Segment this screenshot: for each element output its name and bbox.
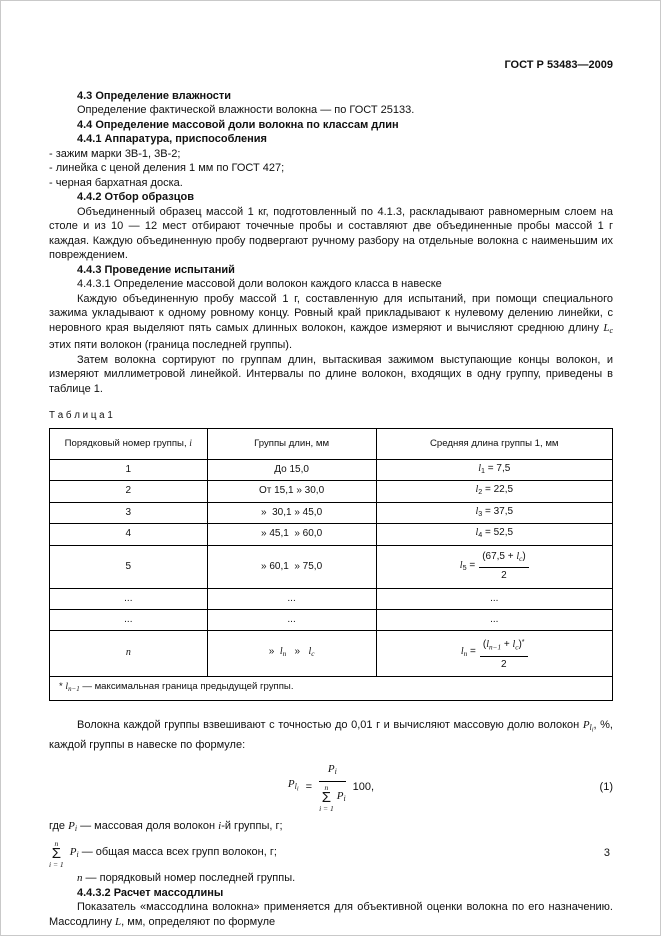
section-heading-4-4-3: 4.4.3 Проведение испытаний	[77, 263, 235, 276]
table-row-ellipsis-1	[50, 588, 613, 609]
section-heading-4-4-2: 4.4.2 Отбор образцов	[77, 191, 194, 203]
table-row-5	[50, 545, 613, 588]
section-heading-4-4-3-1: 4.4.3.1 Определение массовой доли волокон каждого класса в навеске	[77, 278, 442, 290]
page-content	[49, 58, 613, 929]
fraction	[480, 635, 528, 672]
paragraph-4-4-2: Объединенный образец массой 1 кг, подготовленный по 4.1.3, раскладывают равномерным слоем на столе и из 10 — 12 мест отбирают точечные пробы и составляют две объединенные пробы массой 1 г каждая. Каждую объединенную пробу подвергают ручному разбору на отдельные волокна с наименьшим их повреждением.	[49, 205, 613, 261]
fraction-denominator: 2	[501, 570, 507, 582]
cell-average-length: $l_1 = 7,5$	[376, 459, 612, 481]
table-row-ellipsis-2	[50, 609, 613, 630]
doc-number: ГОСТ Р 53483—2009	[504, 59, 613, 71]
cell-group-number: 1	[50, 459, 208, 481]
sum-symbol: n Σ i = 1	[319, 782, 334, 813]
section-heading-4-4: 4.4 Определение массовой доли волокна по классам длин	[77, 118, 399, 131]
cell-average-length	[376, 545, 612, 588]
formula-lhs: $l_5$ =	[459, 559, 476, 572]
paragraph-4-4-3-2: Показатель «массодлина волокна» применяется для объективной оценки волокна по его назначению. Массодлину L, мм, определяют по формуле	[49, 901, 613, 928]
cell-length-range: До 15,0	[207, 459, 376, 481]
cell-length-range: ...	[207, 588, 376, 609]
cell-average-length: $l_2 = 22,5$	[376, 481, 612, 503]
cell-length-range: ...	[207, 609, 376, 630]
cell-group-number: 3	[50, 502, 208, 524]
table-footnote-row	[50, 677, 613, 701]
column-header-average-length: Средняя длина группы 1, мм	[376, 428, 612, 459]
table-header-row	[50, 428, 613, 459]
table-row-2	[50, 481, 613, 503]
paragraph-4-3: Определение фактической влажности волокна — по ГОСТ 25133.	[77, 104, 415, 116]
section-heading-4-4-1: 4.4.1 Аппаратура, приспособления	[77, 133, 267, 145]
fraction-denominator: n Σ i = 1 $P_i$	[319, 782, 346, 813]
table-row-1	[50, 459, 613, 481]
cell-average-length: $l_4 = 52,5$	[376, 524, 612, 546]
page-number: 3	[603, 847, 610, 859]
column-header-length-groups: Группы длин, мм	[207, 428, 376, 459]
equation-number: (1)	[599, 780, 613, 793]
cell-length-range: » $l_n$ » $l_c$	[207, 630, 376, 676]
cell-average-length: ...	[376, 609, 612, 630]
table-1	[49, 428, 613, 702]
cell-group-number: ...	[50, 609, 208, 630]
cell-average-length	[376, 630, 612, 676]
gde-line-2: n Σ i = 1 $P_i$ — общая масса всех групп волокон, г;	[49, 838, 277, 869]
cell-length-range: » 60,1 » 75,0	[207, 545, 376, 588]
fraction-numerator: $P_i$	[319, 762, 346, 782]
sum-symbol: n Σ i = 1	[49, 838, 64, 869]
table-row-3	[50, 502, 613, 524]
cell-group-number: 2	[50, 481, 208, 503]
fraction	[319, 762, 346, 812]
fraction-numerator: $(67,5 + l_c)$	[479, 550, 529, 569]
table-row-n	[50, 630, 613, 676]
column-header-group-number: Порядковый номер группы, i	[50, 428, 208, 459]
paragraph-4-4-3-1-a: Каждую объединенную пробу массой 1 г, составленную для испытаний, при помощи специального зажима укладывают к одному ровному концу. Ровный край прикладывают к нулевому делению линейки, с неровного края выделяют пять самых длинных волокон, каждое измеряют и вычисляют среднюю длину $L_c$ этих пяти волокон (граница последней группы).	[49, 292, 613, 352]
formula-1	[49, 762, 613, 812]
cell-group-number: ...	[50, 588, 208, 609]
list-item-clamp: - зажим марки 3В-1, 3В-2;	[49, 147, 181, 160]
cell-length-range: » 45,1 » 60,0	[207, 524, 376, 546]
formula-lhs: $P_{li}$	[287, 778, 299, 793]
table-footnote: * $l_{n-1}$ — максимальная граница предыдущей группы.	[50, 677, 613, 701]
cell-length-range: От 15,1 » 30,0	[207, 481, 376, 503]
formula-lhs: $l_n$ =	[460, 646, 476, 659]
formula-factor: 100,	[352, 780, 375, 793]
paragraph-4-4-3-1-b: Затем волокна сортируют по группам длин, вытаскивая зажимом выступающие концы волокон, и измеряют миллиметровой линейкой. Интервалы по длине волокон, входящих в одну группу, приведены в таблице 1.	[49, 353, 613, 395]
section-heading-4-3: 4.3 Определение влажности	[77, 89, 232, 102]
cell-group-number: 4	[50, 524, 208, 546]
table-row-4	[50, 524, 613, 546]
cell-group-number: n	[50, 630, 208, 676]
cell-average-length: ...	[376, 588, 612, 609]
cell-group-number: 5	[50, 545, 208, 588]
paragraph-weighing: Волокна каждой группы взвешивают с точностью до 0,01 г и вычисляют массовую долю волокон $P_{li}$, %, каждой группы в навеске по формуле:	[49, 719, 613, 752]
list-item-board: - черная бархатная доска.	[49, 176, 183, 189]
fraction	[479, 550, 529, 584]
table-caption: Т а б л и ц а 1	[49, 410, 113, 422]
section-heading-4-4-3-2: 4.4.3.2 Расчет массодлины	[77, 886, 224, 899]
sigma-icon: Σ	[321, 789, 332, 807]
gde-line-1: где $P_i$ — массовая доля волокон i-й группы, г;	[49, 820, 283, 834]
cell-length-range: » 30,1 » 45,0	[207, 502, 376, 524]
list-item-ruler: - линейка с ценой деления 1 мм по ГОСТ 427;	[49, 162, 285, 174]
equals-sign: =	[305, 780, 313, 793]
sigma-icon: Σ	[51, 845, 61, 863]
fraction-numerator: $(l_{n-1} + l_c)^*$	[480, 635, 528, 657]
gde-line-3: n — порядковый номер последней группы.	[77, 872, 296, 885]
cell-average-length: $l_3 = 37,5$	[376, 502, 612, 524]
fraction-denominator: 2	[500, 658, 507, 670]
